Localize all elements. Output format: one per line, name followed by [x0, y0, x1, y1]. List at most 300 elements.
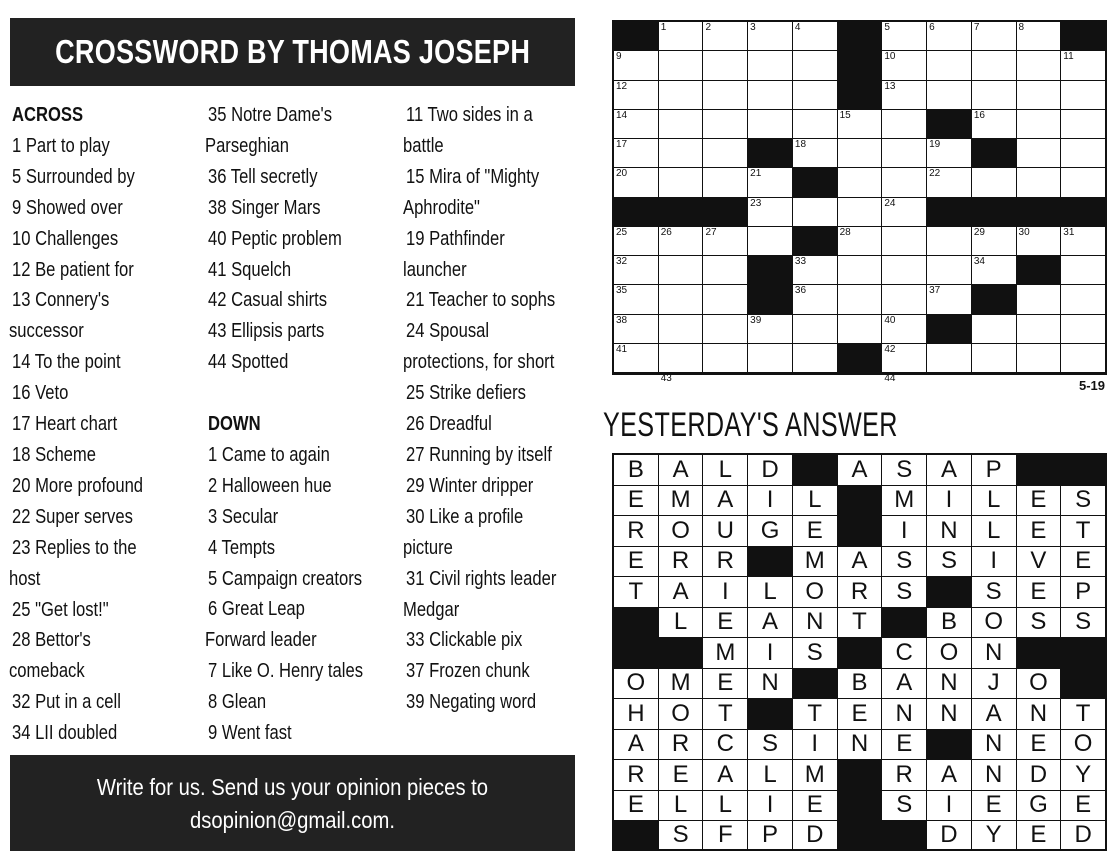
clue-line: 8 Glean [208, 691, 267, 714]
grid-block [1061, 22, 1105, 50]
grid-cell[interactable] [972, 227, 1016, 255]
answer-block [659, 638, 703, 668]
clue-line: 22 Super serves [12, 505, 133, 528]
answer-cell: P [972, 455, 1016, 485]
answer-cell: O [1017, 669, 1061, 699]
answer-cell: T [614, 577, 658, 607]
grid-cell[interactable] [972, 315, 1016, 343]
grid-cell[interactable] [972, 344, 1016, 372]
answer-block [793, 455, 837, 485]
cell-number: 43 [660, 373, 672, 384]
clue-line: 17 Heart chart [12, 413, 118, 436]
grid-cell[interactable] [927, 51, 971, 79]
grid-cell[interactable] [838, 110, 882, 138]
page-title: CROSSWORD BY THOMAS JOSEPH [55, 33, 531, 70]
answer-block [927, 730, 971, 760]
cell-number: 12 [616, 80, 628, 92]
grid-cell[interactable] [1061, 51, 1105, 79]
cell-number: 33 [794, 256, 807, 267]
clue-line: 19 Pathfinder [406, 227, 505, 250]
grid-cell[interactable] [793, 51, 837, 79]
cell-number: 10 [884, 51, 896, 63]
answer-cell: N [972, 760, 1016, 790]
grid-cell[interactable] [793, 315, 837, 343]
cell-number: 27 [705, 226, 717, 238]
answer-block [1061, 638, 1105, 668]
answer-cell: R [703, 547, 747, 577]
grid-cell[interactable] [1061, 168, 1105, 196]
clue-line: 9 Showed over [12, 196, 123, 219]
clue-line: 12 Be patient for [12, 258, 134, 281]
grid-cell[interactable] [748, 22, 792, 50]
clue-line: picture [403, 536, 453, 559]
answer-block [882, 608, 926, 638]
cell-number: 7 [973, 22, 980, 33]
answer-cell: A [659, 577, 703, 607]
cell-number: 20 [616, 168, 628, 180]
grid-cell[interactable] [1017, 51, 1061, 79]
grid-cell[interactable] [838, 285, 882, 313]
clue-line: 24 Spousal [406, 320, 490, 343]
clue-line: 14 To the point [12, 351, 121, 374]
answer-cell: O [1061, 730, 1105, 760]
grid-cell[interactable] [838, 139, 882, 167]
answer-cell: E [793, 791, 837, 821]
answer-cell: A [614, 730, 658, 760]
grid-cell[interactable] [659, 227, 703, 255]
grid-cell[interactable] [748, 51, 792, 79]
grid-block [927, 315, 971, 343]
grid-cell[interactable] [838, 256, 882, 284]
clue-line: successor [9, 320, 84, 343]
grid-cell[interactable] [882, 81, 926, 109]
grid-block [1017, 198, 1061, 226]
cell-number: 14 [616, 109, 628, 121]
answer-cell: A [972, 699, 1016, 729]
grid-cell[interactable] [659, 22, 703, 50]
answer-cell: S [882, 791, 926, 821]
grid-cell[interactable] [838, 227, 882, 255]
grid-cell[interactable] [1061, 227, 1105, 255]
grid-block [927, 110, 971, 138]
answer-cell: O [659, 516, 703, 546]
answer-block [1061, 669, 1105, 699]
answer-cell: T [1061, 516, 1105, 546]
grid-cell[interactable] [927, 285, 971, 313]
grid-cell[interactable] [703, 139, 747, 167]
answer-cell: L [972, 516, 1016, 546]
clue-line: 43 Ellipsis parts [208, 320, 325, 343]
answer-block [838, 638, 882, 668]
cell-number: 4 [794, 22, 801, 33]
answer-cell: N [882, 699, 926, 729]
clue-line: 32 Put in a cell [12, 691, 121, 714]
grid-cell[interactable] [703, 344, 747, 372]
grid-cell[interactable] [882, 110, 926, 138]
grid-cell[interactable] [882, 285, 926, 313]
answer-cell: S [927, 547, 971, 577]
grid-cell[interactable] [748, 227, 792, 255]
clue-line: 3 Secular [208, 505, 279, 528]
grid-cell[interactable] [882, 344, 926, 372]
grid-cell[interactable] [793, 139, 837, 167]
answer-cell: I [793, 730, 837, 760]
grid-cell[interactable] [1017, 81, 1061, 109]
answer-cell: D [1017, 760, 1061, 790]
answer-cell: N [748, 669, 792, 699]
clue-line: 25 Strike defiers [406, 382, 526, 405]
grid-cell[interactable] [1017, 168, 1061, 196]
answer-cell: I [927, 791, 971, 821]
grid-cell[interactable] [659, 285, 703, 313]
clue-line: protections, for short [403, 351, 555, 374]
clue-line: Forward leader [205, 629, 317, 652]
answer-cell: U [703, 516, 747, 546]
grid-block [838, 81, 882, 109]
grid-cell[interactable] [703, 285, 747, 313]
title-banner [10, 18, 575, 86]
grid-cell[interactable] [838, 198, 882, 226]
clue-line: 20 More profound [12, 474, 144, 497]
grid-cell[interactable] [614, 51, 658, 79]
clue-line: host [9, 567, 41, 590]
answer-cell: A [703, 486, 747, 516]
clue-line: 40 Peptic problem [208, 227, 342, 250]
grid-cell[interactable] [1017, 344, 1061, 372]
grid-cell[interactable] [659, 81, 703, 109]
answer-cell: T [838, 608, 882, 638]
clue-line: 5 Surrounded by [12, 165, 135, 188]
clue-line: 6 Great Leap [208, 598, 305, 621]
grid-cell[interactable] [838, 168, 882, 196]
cell-number: 34 [973, 256, 985, 267]
grid-cell[interactable] [1061, 139, 1105, 167]
clue-line: 18 Scheme [12, 443, 96, 466]
answer-cell: O [927, 638, 971, 668]
answer-cell: S [1061, 486, 1105, 516]
grid-cell[interactable] [972, 168, 1016, 196]
grid-cell[interactable] [882, 168, 926, 196]
answer-cell: B [614, 455, 658, 485]
grid-cell[interactable] [972, 256, 1016, 284]
answer-cell: E [1061, 791, 1105, 821]
cell-number: 41 [616, 343, 628, 355]
grid-cell[interactable] [748, 198, 792, 226]
answer-cell: S [882, 547, 926, 577]
answer-cell: A [838, 547, 882, 577]
grid-block [793, 227, 837, 255]
answer-cell: B [927, 608, 971, 638]
answer-cell: L [748, 760, 792, 790]
grid-block [927, 198, 971, 226]
grid-block [972, 139, 1016, 167]
clue-line: launcher [403, 258, 467, 281]
answer-cell: M [793, 547, 837, 577]
footer-line-1: Write for us. Send us your opinion pieces to [96, 774, 489, 800]
answer-cell: D [1061, 821, 1105, 849]
grid-cell[interactable] [972, 110, 1016, 138]
clue-line: 37 Frozen chunk [406, 660, 530, 683]
answer-cell: O [793, 577, 837, 607]
grid-cell[interactable] [882, 256, 926, 284]
grid-cell[interactable] [882, 227, 926, 255]
clue-line: comeback [9, 660, 85, 683]
answer-cell: E [1017, 516, 1061, 546]
grid-cell[interactable] [1061, 81, 1105, 109]
cell-number: 15 [839, 109, 851, 121]
grid-cell[interactable] [1017, 110, 1061, 138]
clue-line: 9 Went fast [208, 722, 292, 745]
grid-cell[interactable] [972, 81, 1016, 109]
grid-cell[interactable] [614, 139, 658, 167]
grid-cell[interactable] [659, 51, 703, 79]
answer-cell: E [614, 791, 658, 821]
grid-cell[interactable] [1017, 139, 1061, 167]
answer-cell: I [748, 791, 792, 821]
grid-cell[interactable] [1061, 344, 1105, 372]
answer-cell: T [1061, 699, 1105, 729]
clue-line: 27 Running by itself [406, 443, 552, 466]
grid-cell[interactable] [927, 256, 971, 284]
answer-cell: N [927, 516, 971, 546]
cell-number: 30 [1018, 226, 1030, 238]
grid-cell[interactable] [838, 315, 882, 343]
grid-cell[interactable] [1017, 315, 1061, 343]
grid-cell[interactable] [882, 198, 926, 226]
answer-cell: Y [972, 821, 1016, 849]
answer-cell: N [927, 669, 971, 699]
grid-cell[interactable] [793, 256, 837, 284]
grid-cell[interactable] [748, 168, 792, 196]
grid-cell[interactable] [748, 110, 792, 138]
cell-number: 38 [616, 314, 628, 326]
answer-cell: E [793, 516, 837, 546]
answer-block [838, 760, 882, 790]
grid-cell[interactable] [614, 285, 658, 313]
cell-number: 17 [616, 139, 628, 150]
grid-cell[interactable] [882, 22, 926, 50]
clue-line: 42 Casual shirts [208, 289, 328, 312]
answer-cell: C [703, 730, 747, 760]
answer-cell: I [703, 577, 747, 607]
grid-block [614, 198, 658, 226]
grid-cell[interactable] [972, 51, 1016, 79]
grid-cell[interactable] [927, 139, 971, 167]
answer-cell: N [1017, 699, 1061, 729]
grid-cell[interactable] [703, 110, 747, 138]
grid-block [1017, 256, 1061, 284]
grid-cell[interactable] [1017, 227, 1061, 255]
clue-line: 34 LII doubled [12, 722, 118, 745]
grid-block [1061, 198, 1105, 226]
footer-banner [10, 755, 575, 851]
clue-section-heading: ACROSS [12, 104, 84, 126]
clue-line: 36 Tell secretly [208, 165, 318, 188]
grid-cell[interactable] [793, 22, 837, 50]
grid-cell[interactable] [703, 315, 747, 343]
clue-section-heading: DOWN [208, 413, 261, 436]
cell-number: 16 [973, 109, 985, 121]
cell-number: 32 [616, 256, 628, 267]
answer-cell: S [659, 821, 703, 849]
grid-cell[interactable] [614, 227, 658, 255]
grid-cell[interactable] [614, 168, 658, 196]
grid-cell[interactable] [1017, 22, 1061, 50]
grid-cell[interactable] [927, 227, 971, 255]
answer-block [748, 547, 792, 577]
grid-block [703, 198, 747, 226]
grid-cell[interactable] [659, 168, 703, 196]
grid-cell[interactable] [703, 227, 747, 255]
clue-column-2 [205, 100, 398, 749]
answer-cell: G [748, 516, 792, 546]
grid-cell[interactable] [659, 256, 703, 284]
grid-cell[interactable] [1061, 315, 1105, 343]
clue-line: 15 Mira of "Mighty [406, 165, 540, 188]
clue-line: 10 Challenges [12, 227, 119, 250]
grid-cell[interactable] [927, 344, 971, 372]
grid-block [838, 51, 882, 79]
answer-cell: L [748, 577, 792, 607]
cell-number: 25 [616, 226, 628, 238]
grid-cell[interactable] [703, 168, 747, 196]
grid-cell[interactable] [703, 22, 747, 50]
cell-number: 8 [1018, 22, 1025, 33]
grid-cell[interactable] [882, 139, 926, 167]
answer-cell: Y [1061, 760, 1105, 790]
grid-cell[interactable] [659, 344, 703, 372]
clue-line: 31 Civil rights leader [406, 567, 557, 590]
grid-cell[interactable] [659, 315, 703, 343]
clue-line: battle [403, 134, 444, 157]
answer-cell: R [614, 516, 658, 546]
grid-cell[interactable] [1061, 110, 1105, 138]
answer-cell: A [927, 455, 971, 485]
clue-line: 38 Singer Mars [208, 196, 321, 219]
clue-line: 26 Dreadful [406, 413, 492, 436]
grid-block [838, 344, 882, 372]
answer-block [1017, 638, 1061, 668]
cell-number: 3 [750, 22, 756, 33]
answer-cell: E [1017, 577, 1061, 607]
grid-cell[interactable] [703, 51, 747, 79]
answer-cell: L [703, 791, 747, 821]
grid-cell[interactable] [972, 22, 1016, 50]
answer-block [748, 699, 792, 729]
answer-cell: E [659, 760, 703, 790]
grid-cell[interactable] [659, 139, 703, 167]
cell-number: 40 [884, 314, 896, 326]
grid-cell[interactable] [703, 256, 747, 284]
grid-cell[interactable] [793, 198, 837, 226]
answer-cell: N [927, 699, 971, 729]
grid-cell[interactable] [748, 344, 792, 372]
clue-line: 1 Came to again [208, 443, 330, 466]
grid-cell[interactable] [793, 110, 837, 138]
answer-cell: P [1061, 577, 1105, 607]
grid-cell[interactable] [659, 110, 703, 138]
answer-cell: O [659, 699, 703, 729]
answer-cell: S [882, 577, 926, 607]
grid-cell[interactable] [614, 256, 658, 284]
answer-cell: I [748, 486, 792, 516]
clue-line: 25 "Get lost!" [12, 598, 109, 621]
answer-cell: R [882, 760, 926, 790]
cell-number: 2 [705, 22, 712, 33]
grid-cell[interactable] [1061, 256, 1105, 284]
cell-number: 6 [929, 22, 935, 33]
grid-block [972, 285, 1016, 313]
cell-number: 13 [884, 80, 896, 92]
grid-cell[interactable] [614, 110, 658, 138]
answer-cell: R [614, 760, 658, 790]
puzzle-id: 5-19 [1078, 378, 1105, 393]
cell-number: 29 [973, 226, 985, 238]
grid-cell[interactable] [1061, 285, 1105, 313]
clue-line: 16 Veto [12, 382, 69, 405]
grid-cell[interactable] [614, 315, 658, 343]
grid-cell[interactable] [927, 22, 971, 50]
answer-cell: L [659, 791, 703, 821]
answer-cell: S [882, 455, 926, 485]
grid-cell[interactable] [927, 168, 971, 196]
answer-cell: V [1017, 547, 1061, 577]
cell-number: 1 [660, 22, 667, 33]
answer-cell: T [793, 699, 837, 729]
answer-cell: E [882, 730, 926, 760]
answer-block [793, 669, 837, 699]
answer-cell: E [614, 486, 658, 516]
answer-cell: I [882, 516, 926, 546]
answer-cell: A [703, 760, 747, 790]
cell-number: 31 [1063, 226, 1075, 238]
grid-cell[interactable] [748, 315, 792, 343]
answer-cell: D [748, 455, 792, 485]
grid-cell[interactable] [703, 81, 747, 109]
grid-cell[interactable] [793, 344, 837, 372]
footer-email[interactable]: dsopinion@gmail.com. [189, 807, 396, 833]
clue-line: 28 Bettor's [12, 629, 91, 652]
clue-line: 23 Replies to the [12, 536, 137, 559]
grid-cell[interactable] [882, 51, 926, 79]
answer-cell: A [882, 669, 926, 699]
grid-cell[interactable] [882, 315, 926, 343]
cell-number: 5 [884, 22, 890, 33]
grid-cell[interactable] [614, 344, 658, 372]
answer-block [1017, 455, 1061, 485]
answer-block [838, 821, 882, 849]
grid-cell[interactable] [614, 81, 658, 109]
answer-cell: A [838, 455, 882, 485]
grid-cell[interactable] [748, 81, 792, 109]
answer-cell: E [614, 547, 658, 577]
grid-cell[interactable] [1017, 285, 1061, 313]
answer-block [838, 516, 882, 546]
answer-cell: S [1017, 608, 1061, 638]
grid-cell[interactable] [793, 81, 837, 109]
clue-line: 30 Like a profile [406, 505, 524, 528]
answer-cell: G [1017, 791, 1061, 821]
answer-cell: O [972, 608, 1016, 638]
answer-cell: M [793, 760, 837, 790]
answer-cell: S [1061, 608, 1105, 638]
answer-cell: A [659, 455, 703, 485]
grid-cell[interactable] [927, 81, 971, 109]
grid-cell[interactable] [793, 285, 837, 313]
cell-number: 44 [884, 373, 896, 384]
cell-number: 21 [750, 168, 762, 180]
answer-cell: E [703, 669, 747, 699]
